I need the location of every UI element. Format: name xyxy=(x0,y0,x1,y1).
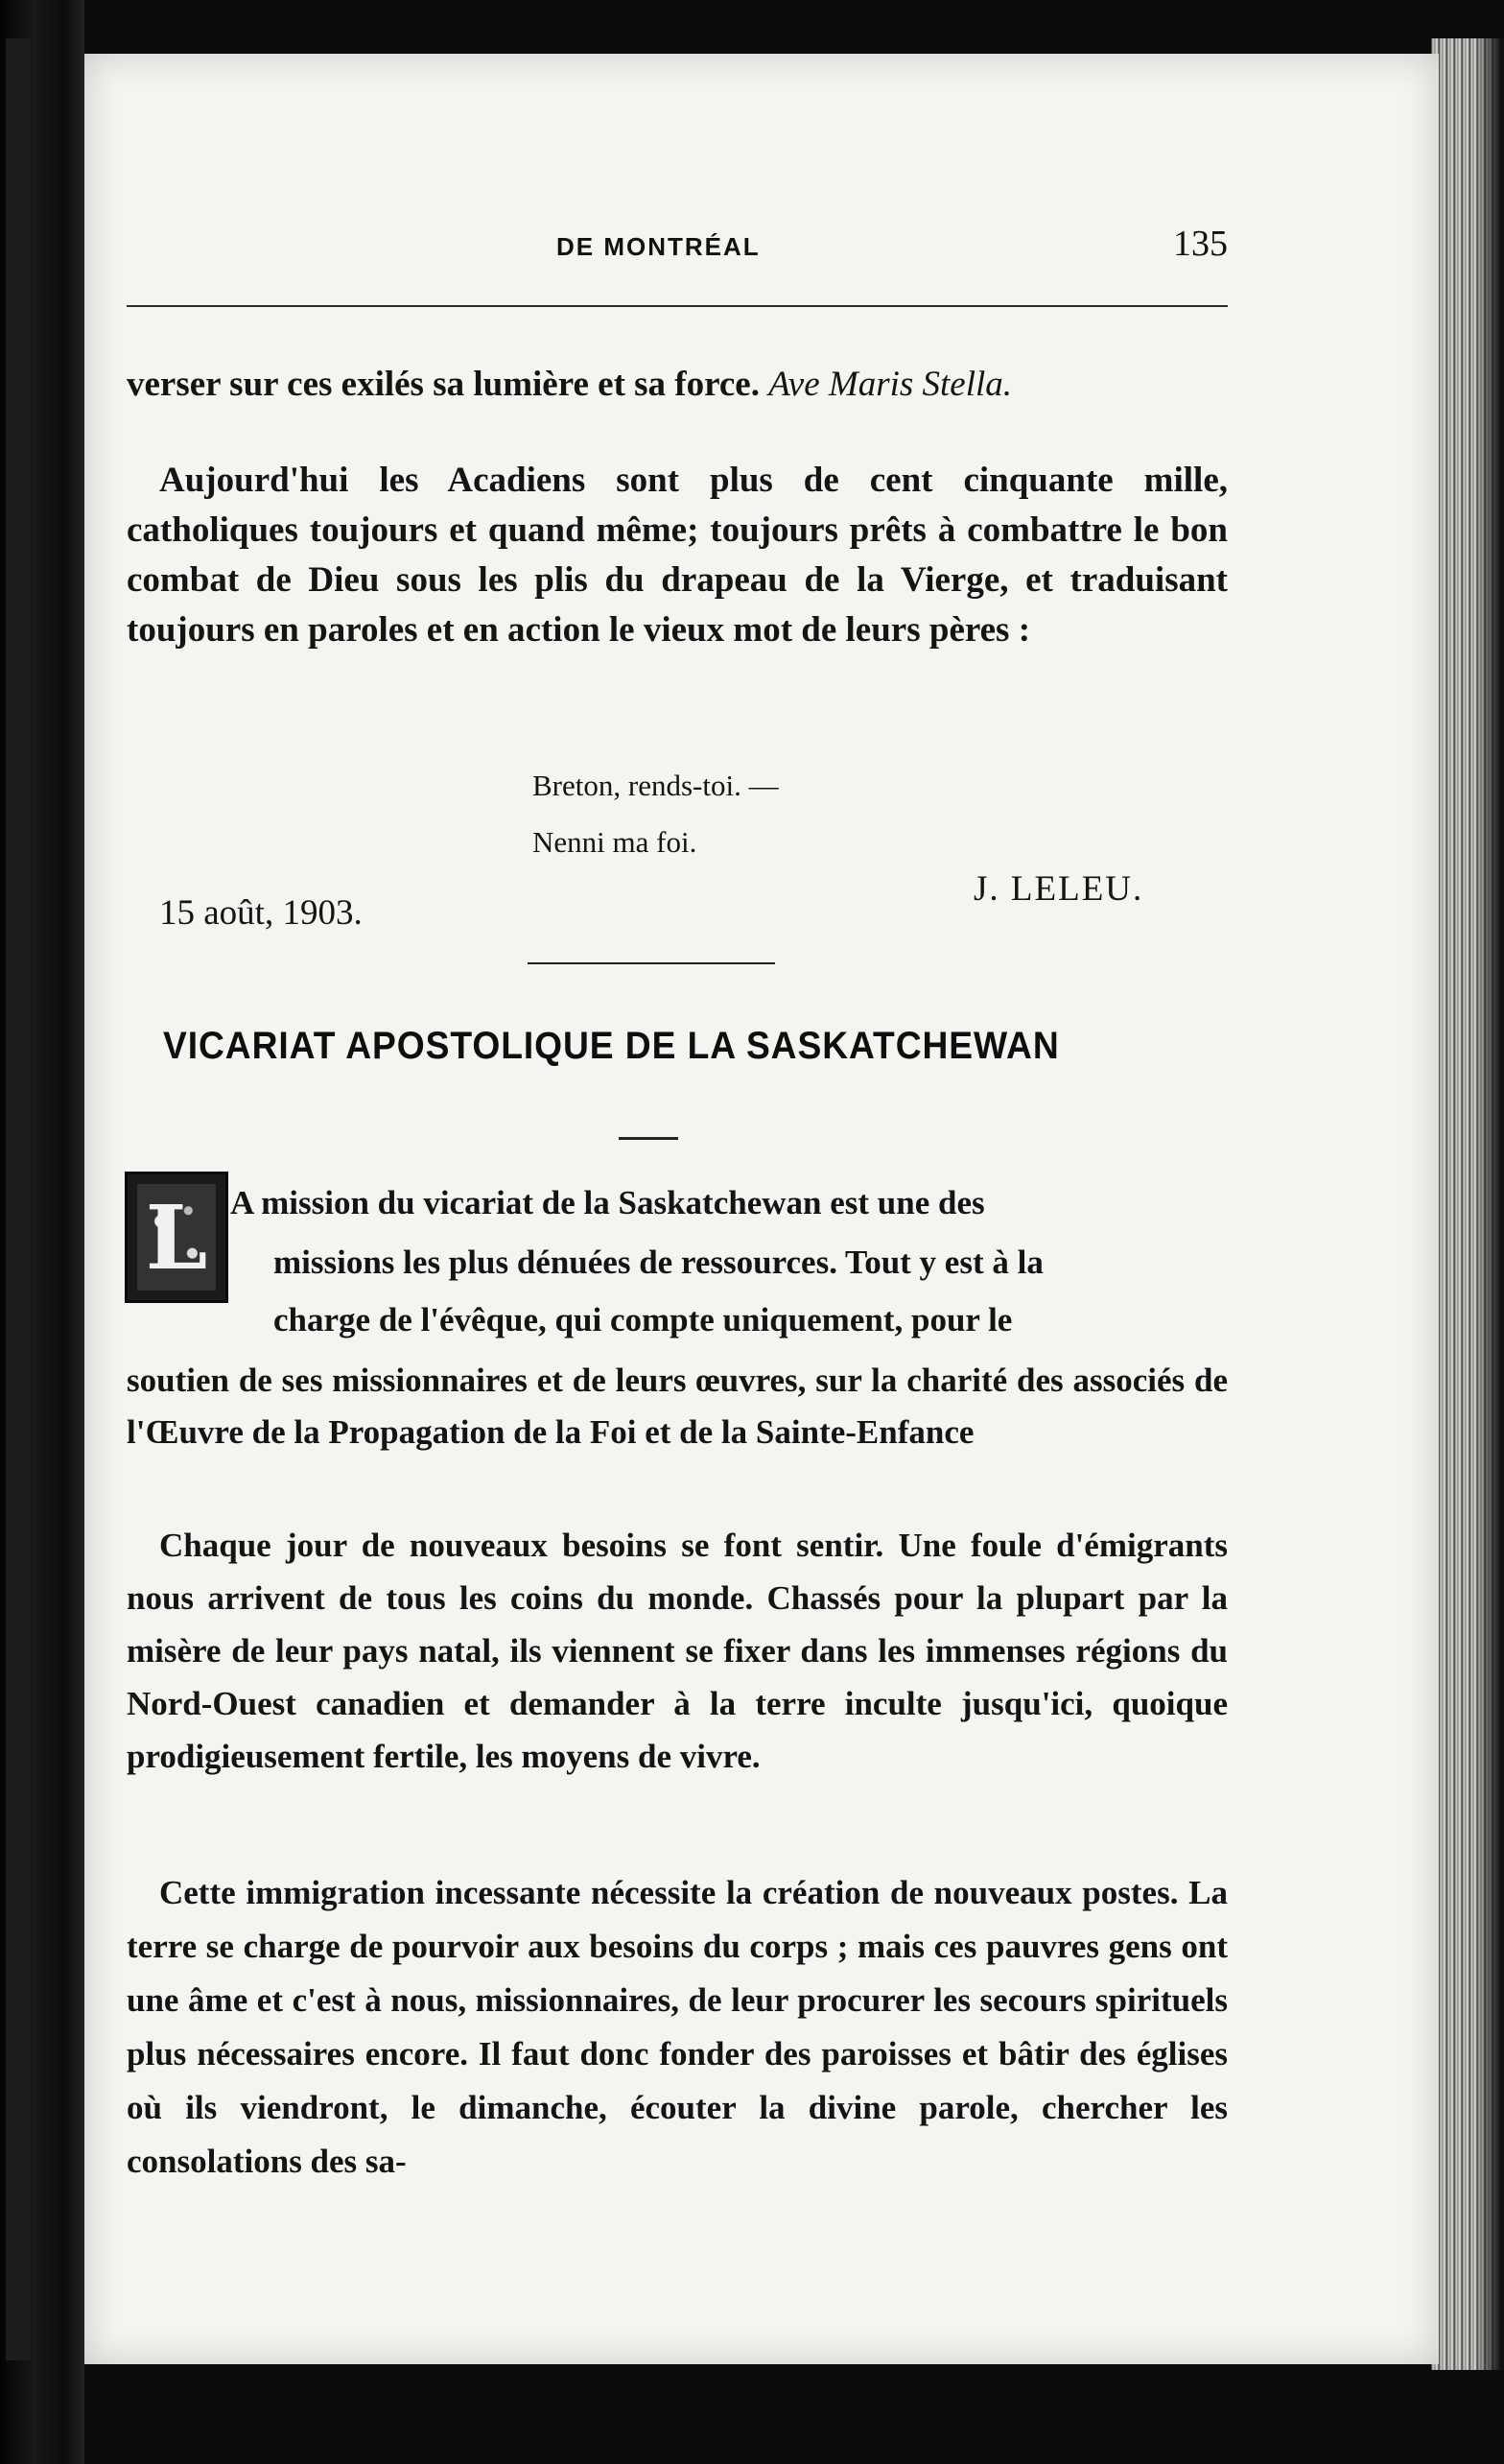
verse-line-2: Nenni ma foi. xyxy=(532,825,697,859)
paragraph1-line1: A mission du vicariat de la Saskatchewan est une des xyxy=(230,1184,985,1221)
ornamental-initial xyxy=(125,1172,228,1303)
paragraph-immigration: Cette immigration incessante nécessite la création de nouveaux postes. La terre se charge de pourvoir aux besoins du corps ; mais ces pauvres gens ont une âme et c'est à nous, missionnaires, de leur procurer les secours spirituels plus nécessaires encore. Il faut donc fonder des paroisses et bâtir des églises où ils viendront, le dimanche, écouter la divine parole, chercher les consolations des sa- xyxy=(127,1874,1228,2180)
header-rule xyxy=(127,305,1228,307)
book-binding-left xyxy=(0,0,84,2464)
author-signature: J. LELEU. xyxy=(974,869,1144,909)
previous-page-edge xyxy=(6,38,31,2360)
section-separator xyxy=(528,962,775,964)
title-dash xyxy=(619,1137,678,1140)
acadiens-paragraph: Aujourd'hui les Acadiens sont plus de cent cinquante mille, catholiques toujours et quand même; toujours prêts à combattre le bon combat de Dieu sous les plis du drapeau de la Vierge, et traduisant toujours en paroles et en action le vieux mot de leurs pères : xyxy=(127,461,1228,650)
verse-line-1: Breton, rends-toi. — xyxy=(532,769,779,802)
page-stack-edges xyxy=(1431,38,1504,2370)
continuation-italic: Ave Maris Stella. xyxy=(768,365,1013,404)
paragraph1-line2: missions les plus dénuées de ressources. Tout y est à la xyxy=(273,1244,1044,1281)
page-number: 135 xyxy=(1173,224,1228,264)
paragraph-emigrants: Chaque jour de nouveaux besoins se font sentir. Une foule d'émigrants nous arrivent de tous les coins du monde. Chassés pour la plupart par la misère de leur pays natal, ils viennent se fixer dans les immenses régions du Nord-Ouest canadien et demander à la terre inculte jusqu'ici, quoique prodigieusement fertile, les moyens de vivre. xyxy=(127,1527,1228,1775)
running-head: DE MONTRÉAL xyxy=(556,232,761,261)
dateline: 15 août, 1903. xyxy=(159,893,363,933)
continuation-paragraph xyxy=(127,360,1228,410)
continuation-main: verser sur ces exilés sa lumière et sa force. xyxy=(127,365,760,404)
paragraph1-continued: soutien de ses missionnaires et de leurs œuvres, sur la charité des associés de l'Œuvre de la Propagation de la Foi et de la Sainte-Enfance xyxy=(127,1362,1228,1451)
paragraph1-line3: charge de l'évêque, qui compte uniquement, pour le xyxy=(273,1301,1013,1339)
page-header xyxy=(129,213,1228,271)
section-title: VICARIAT APOSTOLIQUE DE LA SASKATCHEWAN xyxy=(163,1025,1060,1067)
initial-letter: L xyxy=(145,1185,208,1290)
